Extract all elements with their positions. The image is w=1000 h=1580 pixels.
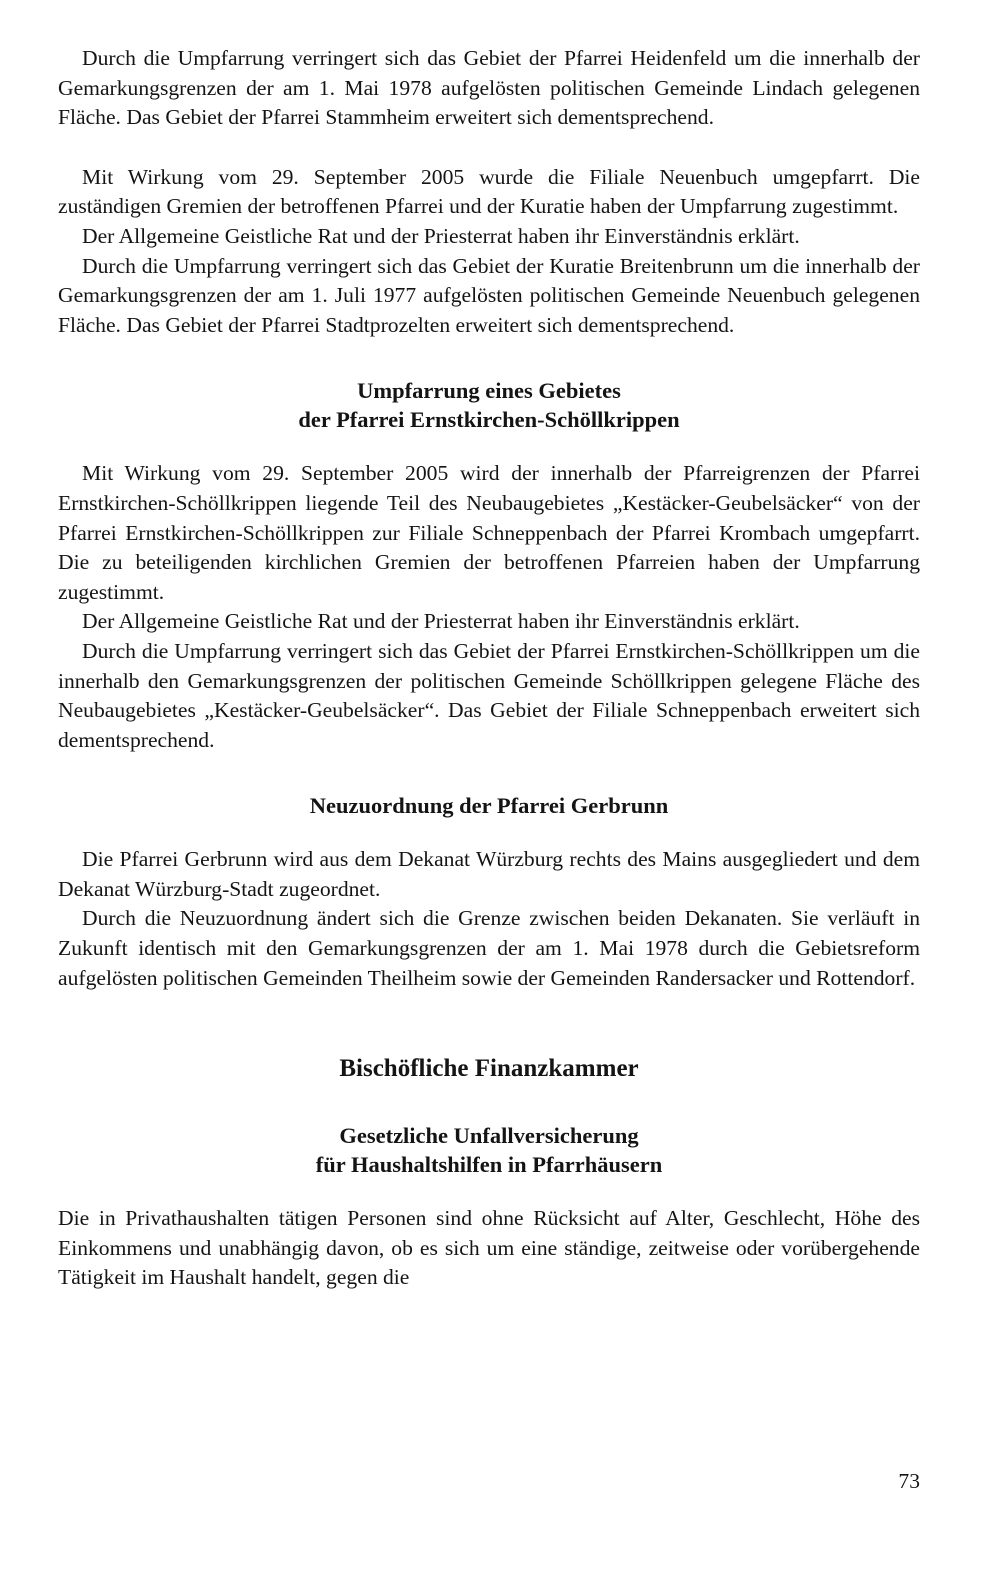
paragraph: Durch die Umpfarrung verringert sich das Gebiet der Pfarrei Heidenfeld um die innerhalb der Gemarkungsgrenzen der am 1. Mai 1978 aufgelösten politischen Gemeinde Lindach gelegenen Fläche. Das Gebiet der Pfarrei Stammheim erweitert sich dementsprechend. [58,46,920,130]
heading-line: für Haushaltshilfen in Pfarrhäusern [315,1152,663,1178]
document-page [58,44,920,1293]
heading-line: Gesetzliche Unfallversicherung [339,1123,639,1149]
paragraph: Der Allgemeine Geistliche Rat und der Priesterrat haben ihr Einverständnis erklärt. [82,609,800,634]
paragraph: Durch die Umpfarrung verringert sich das Gebiet der Pfarrei Ernstkirchen-Schöllkrippen um die innerhalb den Gemarkungsgrenzen der politischen Gemeinde Schöllkrippen gelegene Fläche des Neubaugebietes „Kestäcker-Geubelsäcker“. Das Gebiet der Filiale Schneppenbach erweitert sich dementsprechend. [58,638,920,752]
paragraph: Die in Privathaushalten tätigen Personen sind ohne Rücksicht auf Alter, Geschlecht, Höhe des Einkommens und unabhängig davon, ob es sich um eine ständige, zeitweise oder vorübergehende Tätigkeit im Haushalt handelt, gegen die [58,1206,920,1290]
section-heading-gerbrunn [58,791,920,820]
paragraph: Mit Wirkung vom 29. September 2005 wurde die Filiale Neuenbuch umgepfarrt. Die zuständigen Gremien der betroffenen Pfarrei und der Kuratie haben der Umpfarrung zugestimmt. [58,164,920,219]
heading-line: Umpfarrung eines Gebietes [357,378,621,404]
paragraph: Die Pfarrei Gerbrunn wird aus dem Dekanat Würzburg rechts des Mains ausgegliedert und dem Dekanat Würzburg-Stadt zugeordnet. [58,847,920,901]
heading-line: Neuzuordnung der Pfarrei Gerbrunn [309,793,669,819]
paragraph: Mit Wirkung vom 29. September 2005 wird der innerhalb der Pfarreigrenzen der Pfarrei Ernstkirchen-Schöllkrippen liegende Teil des Neubaugebietes „Kestäcker-Geubelsäcker“ von der Pfarrei Ernstkirchen-Schöllkrippen zur Filiale Schneppenbach der Pfarrei Krombach umgepfarrt. Die zu beteiligenden kirchlichen Gremien der betroffenen Pfarreien haben der Umpfarrung zugestimmt. [58,461,920,604]
section-heading-finanzkammer: Bischöfliche Finanzkammer [339,1055,639,1083]
paragraph: Durch die Neuzuordnung ändert sich die Grenze zwischen beiden Dekanaten. Sie verläuft in Zukunft identisch mit den Gemarkungsgrenzen der am 1. Mai 1978 durch die Gebietsreform aufgelösten politischen Gemeinden Theilheim sowie der Gemeinden Randersacker und Rottendorf. [58,906,920,990]
paragraph: Durch die Umpfarrung verringert sich das Gebiet der Kuratie Breitenbrunn um die innerhalb der Gemarkungsgrenzen der am 1. Juli 1977 aufgelösten politischen Gemeinde Neuenbuch gelegenen Fläche. Das Gebiet der Pfarrei Stadtprozelten erweitert sich dementsprechend. [58,253,920,337]
paragraph: Der Allgemeine Geistliche Rat und der Priesterrat haben ihr Einverständnis erklärt. [82,223,800,248]
subsection-heading-unfallversicherung [58,1121,920,1179]
page-number: 73 [898,1469,920,1493]
heading-line: der Pfarrei Ernstkirchen-Schöllkrippen [298,407,680,433]
section-heading-ernstkirchen [58,376,920,434]
